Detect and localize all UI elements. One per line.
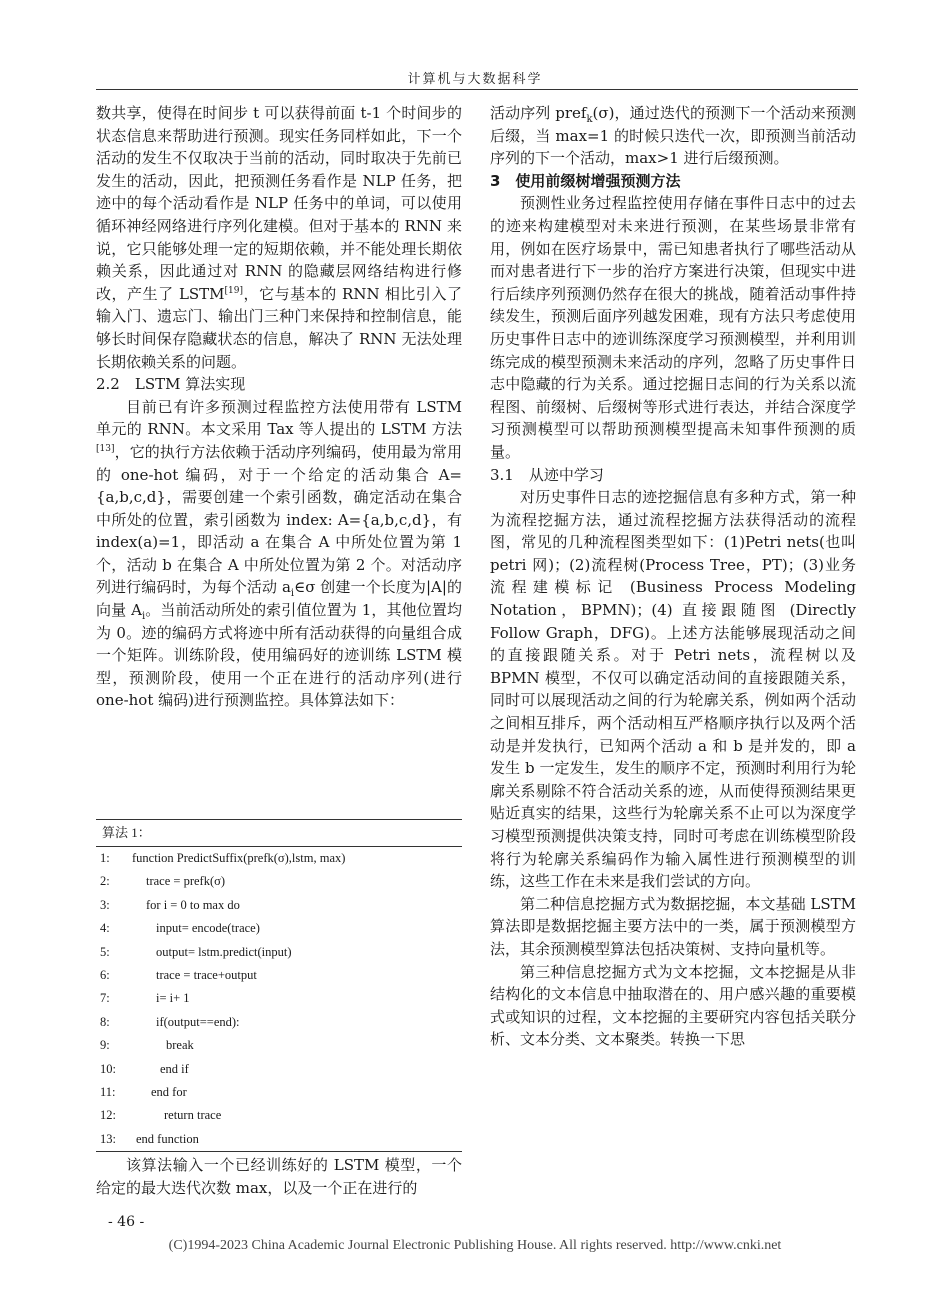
paragraph: 活动序列 pref$_k$(σ)，通过迭代的预测下一个活动来预测后缀，当 max=1 的时候只迭代一次，即预测当前活动序列的下一个活动，max>1 进行后缀预测。 <box>490 104 856 168</box>
paragraph: 预测性业务过程监控使用存储在事件日志中的过去的迹来构建模型对未来进行预测，在某些场景非常有用，例如在医疗场景中，需已知患者执行了哪些活动从而对患者进行下一步的治疗方案进行决策，但现实中进行后续序列预测仍然存在很大的挑战，随着活动事件持续发生，预测后面序列越发困难，现有方法只考虑使用历史事件日志中的迹训练深度学习预测模型，并利用训练完成的模型预测未来活动的序列，忽略了历史事件日志中隐藏的行为关系。通过挖掘日志间的行为关系以流程图、前缀树、后缀树等形式进行表达，并结合深度学习预测模型可以帮助预测模型提高未知事件预测的质量。 <box>490 194 856 461</box>
algorithm-line: 9: break <box>100 1038 194 1053</box>
algorithm-line: 1: function PredictSuffix(prefk(σ),lstm, max) <box>100 851 346 865</box>
journal-header: 计算机与大数据科学 <box>407 72 543 87</box>
algorithm-line: 11: end for <box>100 1084 187 1099</box>
algorithm-line: 6: trace = trace+output <box>100 967 257 982</box>
section-heading: 3 使用前缀树增强预测方法 <box>490 171 681 190</box>
algorithm-line: 4: input= encode(trace) <box>100 921 260 936</box>
paragraph: 数共享，使得在时间步 t 可以获得前面 t-1 个时间步的状态信息来帮助进行预测。现实任务同样如此，下一个活动的发生不仅取决于当前的活动，同时取决于先前已发生的活动，因此，把预测任务看作是 NLP 任务，把迹中的每个活动看作是 NLP 任务中的单词，可以使用循环神经网络进行序列化建模。但对于基本的 RNN 来说，它只能够处理一定的短期依赖，并不能处理长期依赖关系，因此通过对 RNN 的隐藏层网络结构进行修改，产生了 LSTM[19]，它与基本的 RNN 相比引入了输入门、遗忘门、输出门三种门来保持和控制信息，能够长时间保存隐藏状态的信息，解决了 RNN 无法处理长期依赖关系的问题。 <box>96 104 462 371</box>
algorithm-line: 7: i= i+ 1 <box>100 991 190 1006</box>
algorithm-line: 5: output= lstm.predict(input) <box>100 944 292 959</box>
algorithm-line: 13: end function <box>100 1131 199 1146</box>
section-heading: 2.2 LSTM 算法实现 <box>96 375 246 394</box>
paragraph: 该算法输入一个已经训练好的 LSTM 模型，一个给定的最大迭代次数 max，以及一个正在进行的 <box>96 1156 462 1197</box>
left-column <box>96 102 462 712</box>
algorithm-box <box>96 819 462 1152</box>
algorithm-line: 10: end if <box>100 1061 189 1076</box>
copyright-footer: (C)1994-2023 China Academic Journal Electronic Publishing House. All rights reserved. http://www.cnki.net <box>168 1238 782 1253</box>
citation[interactable]: [13] <box>96 443 115 454</box>
paragraph: 第二种信息挖掘方式为数据挖掘，本文基础 LSTM 算法即是数据挖掘主要方法中的一类，属于预测模型方法，其余预测模型算法包括决策树、支持向量机等。 <box>490 894 856 958</box>
algorithm-line: 12: return trace <box>100 1108 222 1123</box>
paragraph: 目前已有许多预测过程监控方法使用带有 LSTM 单元的 RNN。本文采用 Tax 等人提出的 LSTM 方法[13]，它的执行方法依赖于活动序列编码，使用最为常用的 one-hot 编码，对于一个给定的活动集合 A={a,b,c,d}，需要创建一个索引函数，确定活动在集合中所处的位置，索引函数为 index: A={a,b,c,d}，有 index(a)=1，即活动 a 在集合 A 中所处位置为第 1 个，活动 b 在集合 A 中所处位置为第 2 个。对活动序列进行编码时，为每个活动 $a_i\in\sigma$ 创建一个长度为|A|的向量 $A_i$。当前活动所处的索引值位置为 1，其他位置均为 0。迹的编码方式将迹中所有活动获得的向量组合成一个矩阵。训练阶段，使用编码好的迹训练 LSTM 模型，预测阶段，使用一个正在进行的活动序列(进行 one-hot 编码)进行预测监控。具体算法如下： <box>96 397 462 710</box>
algorithm-title: 算法 1： <box>96 820 462 847</box>
algorithm-line: 3: for i = 0 to max do <box>100 897 240 912</box>
left-column-tail <box>96 1154 462 1199</box>
header-rule <box>96 89 858 90</box>
citation[interactable]: [19] <box>224 285 244 296</box>
page-number: - 46 - <box>108 1214 145 1230</box>
section-heading: 3.1 从迹中学习 <box>490 465 604 484</box>
right-column <box>490 102 856 1051</box>
algorithm-line: 2: trace = prefk(σ) <box>100 874 226 889</box>
algorithm-line: 8: if(output==end): <box>100 1014 240 1029</box>
paragraph: 对历史事件日志的迹挖掘信息有多种方式，第一种为流程挖掘方法，通过流程挖掘方法获得活动的流程图，常见的几种流程图类型如下：(1)Petri nets(也叫 petri 网)；(2)流程树(Process Tree，PT)；(3)业务流程建模标记 (Business Process Modeling Notation，BPMN)；(4) 直接跟随图 (Directly Follow Graph，DFG)。上述方法能够展现活动之间的直接跟随关系。对于 Petri nets，流程树以及 BPMN 模型，不仅可以确定活动间的直接跟随关系，同时可以展现活动之间的行为轮廓关系，例如两个活动之间相互排斥，两个活动相互严格顺序执行以及两个活动是并发执行，已知两个活动 a 和 b 是并发的，即 a 发生 b 一定发生，发生的顺序不定，预测时利用行为轮廓关系剔除不符合活动关系的迹，从而使得预测结果更贴近真实的结果，这些行为轮廓关系不止可以为深度学习模型预测提供决策支持，同时可考虑在训练模型阶段将行为轮廓关系编码作为输入属性进行预测模型的训练，这些工作在未来是我们尝试的方向。 <box>490 488 856 891</box>
paragraph: 第三种信息挖掘方式为文本挖掘，文本挖掘是从非结构化的文本信息中抽取潜在的、用户感兴趣的重要模式或知识的过程，文本挖掘的主要研究内容包括关联分析、文本分类、文本聚类。转换一下思 <box>490 962 856 1049</box>
